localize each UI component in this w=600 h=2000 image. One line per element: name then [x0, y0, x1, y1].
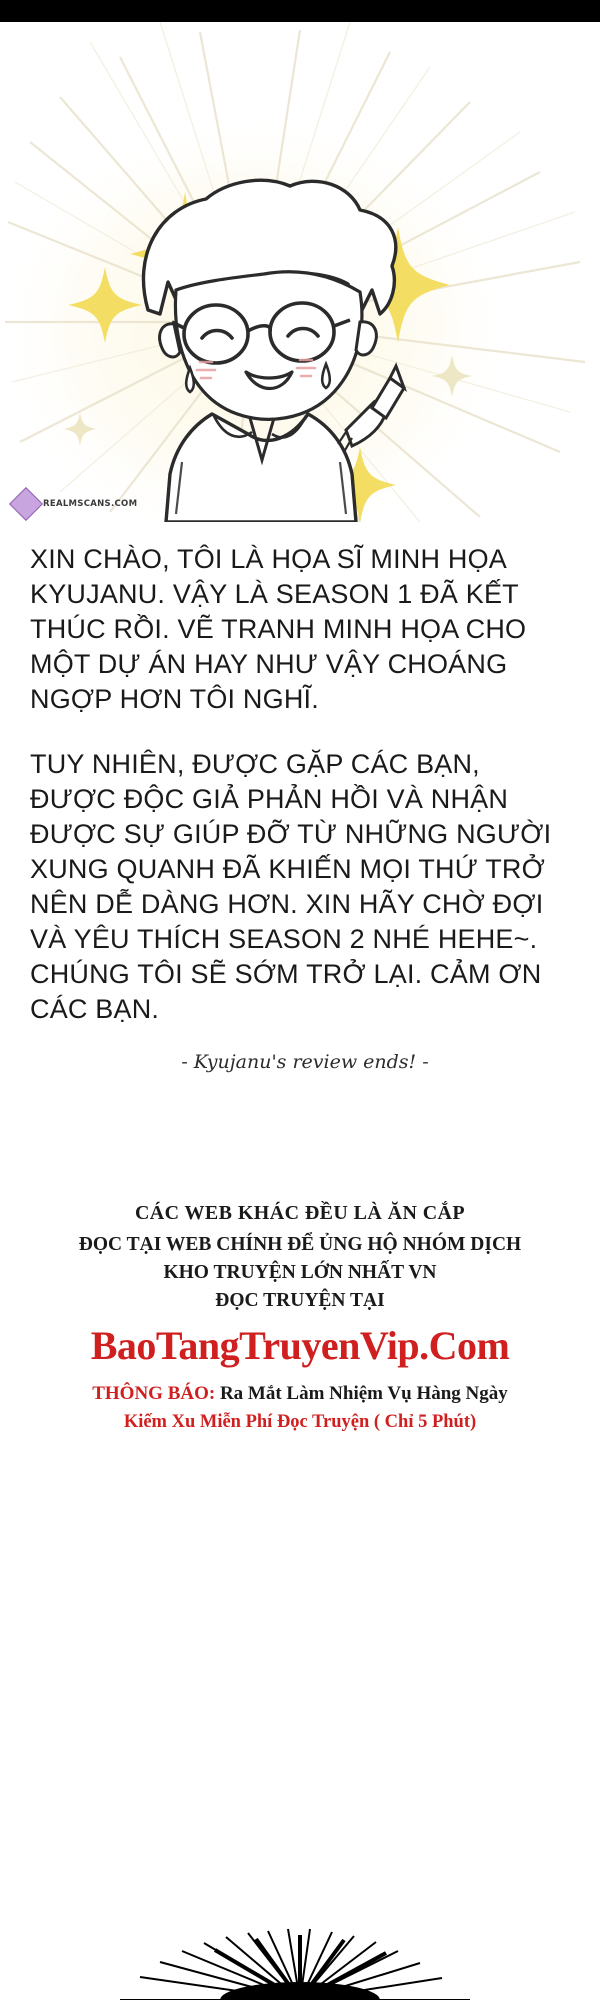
message-signature: - Kyujanu's review ends! - — [181, 1051, 429, 1073]
watermark-badge — [14, 492, 137, 516]
promo-notice-label: THÔNG BÁO: — [92, 1383, 216, 1404]
illustration-area — [0, 22, 600, 522]
promo-warning-line: CÁC WEB KHÁC ĐỀU LÀ ĂN CẮP — [134, 1202, 466, 1224]
message-paragraph-2: TUY NHIÊN, ĐƯỢC GẶP CÁC BẠN, ĐƯỢC ĐỘC GIẢ PHẢN HỒI VÀ NHẬN ĐƯỢC SỰ GIÚP ĐỠ TỪ NHỮNG NGƯỜI XUNG QUANH ĐÃ KHIẾN MỌI THỨ TRỞ NÊN DỄ DÀNG HƠN. XIN HÃY CHỜ ĐỢI VÀ YÊU THÍCH SEASON 2 NHÉ HEHE~. CHÚNG TÔI SẼ SỚM TRỞ LẠI. CẢM ƠN CÁC BẠN. — [30, 749, 552, 1024]
next-panel-art — [0, 1907, 600, 2000]
message-paragraph-1: XIN CHÀO, TÔI LÀ HỌA SĨ MINH HỌA KYUJANU. VẬY LÀ SEASON 1 ĐÃ KẾT THÚC RỒI. VẼ TRANH MINH HỌA CHO MỘT DỰ ÁN HAY NHƯ VẬY CHOÁNG NGỢP HƠN TÔI NGHĨ. — [30, 544, 527, 714]
promo-block — [0, 1202, 600, 1433]
promo-support-line: ĐỌC TẠI WEB CHÍNH ĐỂ ỦNG HỘ NHÓM DỊCH — [78, 1234, 522, 1255]
speed-lines-art — [0, 1907, 600, 2000]
top-black-band — [0, 0, 600, 22]
promo-read-at-line: ĐỌC TRUYỆN TẠI — [215, 1290, 385, 1311]
artist-message — [30, 542, 570, 1073]
promo-notice — [0, 1383, 600, 1405]
diamond-logo-icon — [9, 487, 43, 521]
chibi-artist-illustration — [0, 22, 600, 522]
watermark-label: REALMSCANS.COM — [43, 499, 138, 509]
promo-notice-sub: Kiếm Xu Miễn Phí Đọc Truyện ( Chỉ 5 Phút) — [123, 1412, 477, 1432]
promo-notice-value: Ra Mắt Làm Nhiệm Vụ Hàng Ngày — [219, 1383, 508, 1404]
promo-library-line: KHO TRUYỆN LỚN NHẤT VN — [163, 1262, 437, 1283]
promo-site-link[interactable]: BaoTangTruyenVip.Com — [90, 1323, 510, 1368]
main-white-panel — [0, 22, 600, 1907]
